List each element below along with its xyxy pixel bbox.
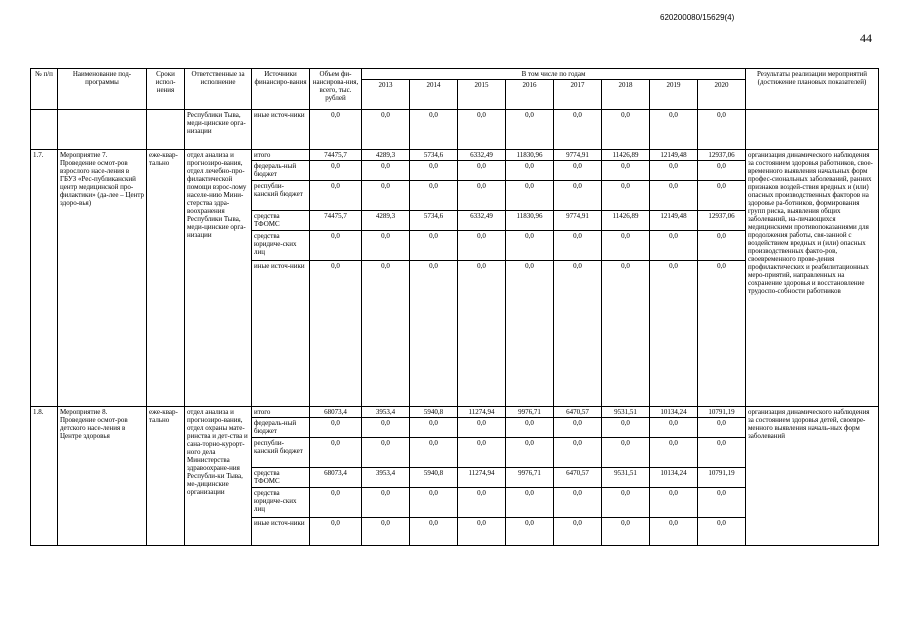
value-cell: 6332,49 [458, 211, 506, 231]
value-cell: 0,0 [602, 488, 650, 518]
value-cell: 6470,57 [554, 407, 602, 418]
header-name: Наименование под-программы [58, 69, 147, 110]
value-cell: 0,0 [310, 488, 362, 518]
value-cell: 74475,7 [310, 150, 362, 161]
source-cell: республи-канский бюджет [252, 181, 310, 211]
value-cell: 0,0 [602, 438, 650, 468]
value-cell: 11830,96 [506, 150, 554, 161]
page-number: 44 [860, 31, 872, 45]
value-cell: 5734,6 [410, 150, 458, 161]
source-cell: федераль-ный бюджет [252, 161, 310, 181]
value-cell: 0,0 [362, 418, 410, 438]
value-cell: 0,0 [310, 181, 362, 211]
value-cell: 0,0 [698, 418, 746, 438]
value-cell: 0,0 [506, 438, 554, 468]
source-cell: итого [252, 407, 310, 418]
results-cell: организация динамического наблюдения за состоянием здоровья детей, своевре-менного выявления началь-ных форм заболеваний [746, 407, 879, 546]
value-cell: 0,0 [650, 438, 698, 468]
value-cell: 0,0 [602, 181, 650, 211]
header-source: Источники финансиро-вания [252, 69, 310, 110]
value-cell: 0,0 [506, 161, 554, 181]
value-cell: 0,0 [650, 488, 698, 518]
header-row [31, 69, 879, 80]
value-cell: 9774,91 [554, 211, 602, 231]
source-cell: средства ТФОМС [252, 211, 310, 231]
value-cell: 0,0 [458, 418, 506, 438]
value-cell: 0,0 [410, 161, 458, 181]
value-cell: 12149,48 [650, 211, 698, 231]
value-cell: 0,0 [506, 181, 554, 211]
value-cell: 0,0 [554, 181, 602, 211]
value-cell: 0,0 [554, 110, 602, 150]
value-cell: 9531,51 [602, 407, 650, 418]
source-cell: средства ТФОМС [252, 468, 310, 488]
value-cell: 0,0 [554, 518, 602, 546]
value-cell: 0,0 [698, 488, 746, 518]
header-year: 2013 [362, 80, 410, 110]
value-cell: 9531,51 [602, 468, 650, 488]
value-cell: 0,0 [554, 261, 602, 407]
value-cell: 0,0 [602, 518, 650, 546]
value-cell: 0,0 [506, 261, 554, 407]
value-cell: 0,0 [362, 438, 410, 468]
responsible-cell: Республики Тыва, меди-цинские орга-низации [185, 110, 252, 150]
responsible-cell: отдел анализа и прогнозиро-вания, отдел лечебно-про-филактической помощи взрос-лому населе-нию Мини-стерства здра-воохранения Республики Тыва, меди-цинские орга-низации [185, 150, 252, 407]
value-cell: 0,0 [310, 261, 362, 407]
value-cell: 0,0 [650, 161, 698, 181]
header-term: Сроки испол-нения [147, 69, 185, 110]
value-cell: 0,0 [310, 231, 362, 261]
row-number: 1.8. [31, 407, 58, 546]
source-cell: итого [252, 150, 310, 161]
measure-name: Мероприятие 7. Проведение осмот-ров взрослого насе-ления в ГБУЗ «Рес-публиканский центр медицинской про-филактики» (да-лее – Центр здоро-вья) [58, 150, 147, 407]
value-cell: 0,0 [554, 438, 602, 468]
value-cell: 0,0 [362, 488, 410, 518]
value-cell: 0,0 [602, 261, 650, 407]
header-year: 2015 [458, 80, 506, 110]
value-cell: 5940,8 [410, 407, 458, 418]
value-cell: 0,0 [554, 488, 602, 518]
value-cell: 0,0 [458, 181, 506, 211]
value-cell: 0,0 [698, 518, 746, 546]
value-cell: 10134,24 [650, 407, 698, 418]
value-cell: 5940,8 [410, 468, 458, 488]
value-cell: 12149,48 [650, 150, 698, 161]
value-cell: 0,0 [506, 231, 554, 261]
header-year: 2020 [698, 80, 746, 110]
value-cell: 0,0 [698, 261, 746, 407]
value-cell: 3953,4 [362, 468, 410, 488]
value-cell: 74475,7 [310, 211, 362, 231]
value-cell: 0,0 [458, 231, 506, 261]
value-cell: 0,0 [506, 418, 554, 438]
value-cell: 0,0 [310, 518, 362, 546]
value-cell: 0,0 [650, 110, 698, 150]
value-cell: 5734,6 [410, 211, 458, 231]
value-cell: 6470,57 [554, 468, 602, 488]
table-row [31, 110, 879, 150]
value-cell: 9774,91 [554, 150, 602, 161]
value-cell: 0,0 [506, 518, 554, 546]
source-cell: республи-канский бюджет [252, 438, 310, 468]
value-cell: 11830,96 [506, 211, 554, 231]
value-cell: 11274,94 [458, 468, 506, 488]
value-cell: 0,0 [458, 488, 506, 518]
value-cell: 0,0 [602, 161, 650, 181]
value-cell: 10791,19 [698, 468, 746, 488]
value-cell: 12937,06 [698, 211, 746, 231]
value-cell: 0,0 [602, 231, 650, 261]
header-year: 2019 [650, 80, 698, 110]
header-year: 2016 [506, 80, 554, 110]
source-cell: иные источ-ники [252, 110, 310, 150]
value-cell: 0,0 [458, 518, 506, 546]
header-responsible: Ответственные за исполнение [185, 69, 252, 110]
value-cell: 0,0 [602, 418, 650, 438]
source-cell: федераль-ный бюджет [252, 418, 310, 438]
value-cell: 0,0 [554, 231, 602, 261]
value-cell: 0,0 [698, 181, 746, 211]
term-cell: еже-квар-тально [147, 407, 185, 546]
value-cell: 3953,4 [362, 407, 410, 418]
value-cell: 68073,4 [310, 407, 362, 418]
value-cell: 0,0 [310, 110, 362, 150]
value-cell: 4289,3 [362, 150, 410, 161]
value-cell: 0,0 [650, 181, 698, 211]
value-cell: 0,0 [698, 110, 746, 150]
value-cell: 0,0 [310, 438, 362, 468]
measure-name: Мероприятие 8. Проведение осмот-ров детского насе-ления в Центре здоровья [58, 407, 147, 546]
value-cell: 0,0 [410, 438, 458, 468]
value-cell: 0,0 [506, 488, 554, 518]
row-number: 1.7. [31, 150, 58, 407]
source-cell: иные источ-ники [252, 261, 310, 407]
value-cell: 0,0 [362, 181, 410, 211]
source-cell: средства юридиче-ских лиц [252, 231, 310, 261]
document-id: 620200080/15629(4) [660, 13, 735, 22]
value-cell: 0,0 [554, 161, 602, 181]
value-cell: 9976,71 [506, 407, 554, 418]
results-cell: организация динамического наблюдения за состоянием здоровья работников, свое-временного выявления начальных форм профес-сиональных заболеваний, ранних признаков воздей-ствия вредных и (или) опасных производственных факторов на здоровье ра-ботников, формирования групп риска, выявления общих заболеваний, на-личающихся медицинскими противопоказаниями для продолжения работы, свя-занной с воздействием вредных и (или) опасных производственных факто-ров, своевременного прове-дения профилактических и реабилитационных меро-приятий, направленных на сохранение здоровья и восстановление трудоспо-собности работников [746, 150, 879, 407]
value-cell: 0,0 [310, 161, 362, 181]
value-cell: 9976,71 [506, 468, 554, 488]
header-year: 2018 [602, 80, 650, 110]
value-cell: 10791,19 [698, 407, 746, 418]
value-cell: 0,0 [362, 231, 410, 261]
value-cell: 0,0 [310, 418, 362, 438]
value-cell: 0,0 [410, 518, 458, 546]
value-cell: 0,0 [506, 110, 554, 150]
value-cell: 0,0 [650, 261, 698, 407]
value-cell: 0,0 [650, 231, 698, 261]
value-cell: 10134,24 [650, 468, 698, 488]
value-cell: 0,0 [410, 488, 458, 518]
value-cell: 0,0 [410, 110, 458, 150]
value-cell: 0,0 [410, 231, 458, 261]
value-cell: 4289,3 [362, 211, 410, 231]
term-cell: еже-квар-тально [147, 150, 185, 407]
value-cell: 0,0 [458, 110, 506, 150]
value-cell: 0,0 [698, 161, 746, 181]
value-cell: 0,0 [362, 161, 410, 181]
value-cell: 0,0 [410, 418, 458, 438]
value-cell: 0,0 [362, 261, 410, 407]
value-cell: 6332,49 [458, 150, 506, 161]
value-cell: 0,0 [410, 261, 458, 407]
value-cell: 0,0 [650, 418, 698, 438]
value-cell: 0,0 [458, 261, 506, 407]
value-cell: 11426,89 [602, 211, 650, 231]
value-cell: 0,0 [362, 110, 410, 150]
source-cell: иные источ-ники [252, 518, 310, 546]
value-cell: 0,0 [554, 418, 602, 438]
table-row [31, 150, 879, 161]
value-cell: 0,0 [650, 518, 698, 546]
program-table [30, 68, 879, 546]
value-cell: 0,0 [698, 438, 746, 468]
source-cell: средства юридиче-ских лиц [252, 488, 310, 518]
value-cell: 0,0 [698, 231, 746, 261]
table-row [31, 407, 879, 418]
value-cell: 0,0 [362, 518, 410, 546]
header-no: № п/п [31, 69, 58, 110]
header-years-group: В том числе по годам [362, 69, 746, 80]
value-cell: 12937,06 [698, 150, 746, 161]
header-year: 2017 [554, 80, 602, 110]
value-cell: 68073,4 [310, 468, 362, 488]
header-results: Результаты реализации мероприятий (достижение плановых показателей) [746, 69, 879, 110]
value-cell: 0,0 [602, 110, 650, 150]
value-cell: 11274,94 [458, 407, 506, 418]
value-cell: 0,0 [458, 438, 506, 468]
responsible-cell: отдел анализа и прогнозиро-вания, отдел охраны мате-ринства и дет-ства и сана-торно-курорт-ного дела Министерства здравоохране-ния Республи-ки Тыва, ме-дицинские организации [185, 407, 252, 546]
header-volume: Объем фи-нансирова-ния, всего, тыс. рублей [310, 69, 362, 110]
value-cell: 11426,89 [602, 150, 650, 161]
header-year: 2014 [410, 80, 458, 110]
value-cell: 0,0 [410, 181, 458, 211]
value-cell: 0,0 [458, 161, 506, 181]
